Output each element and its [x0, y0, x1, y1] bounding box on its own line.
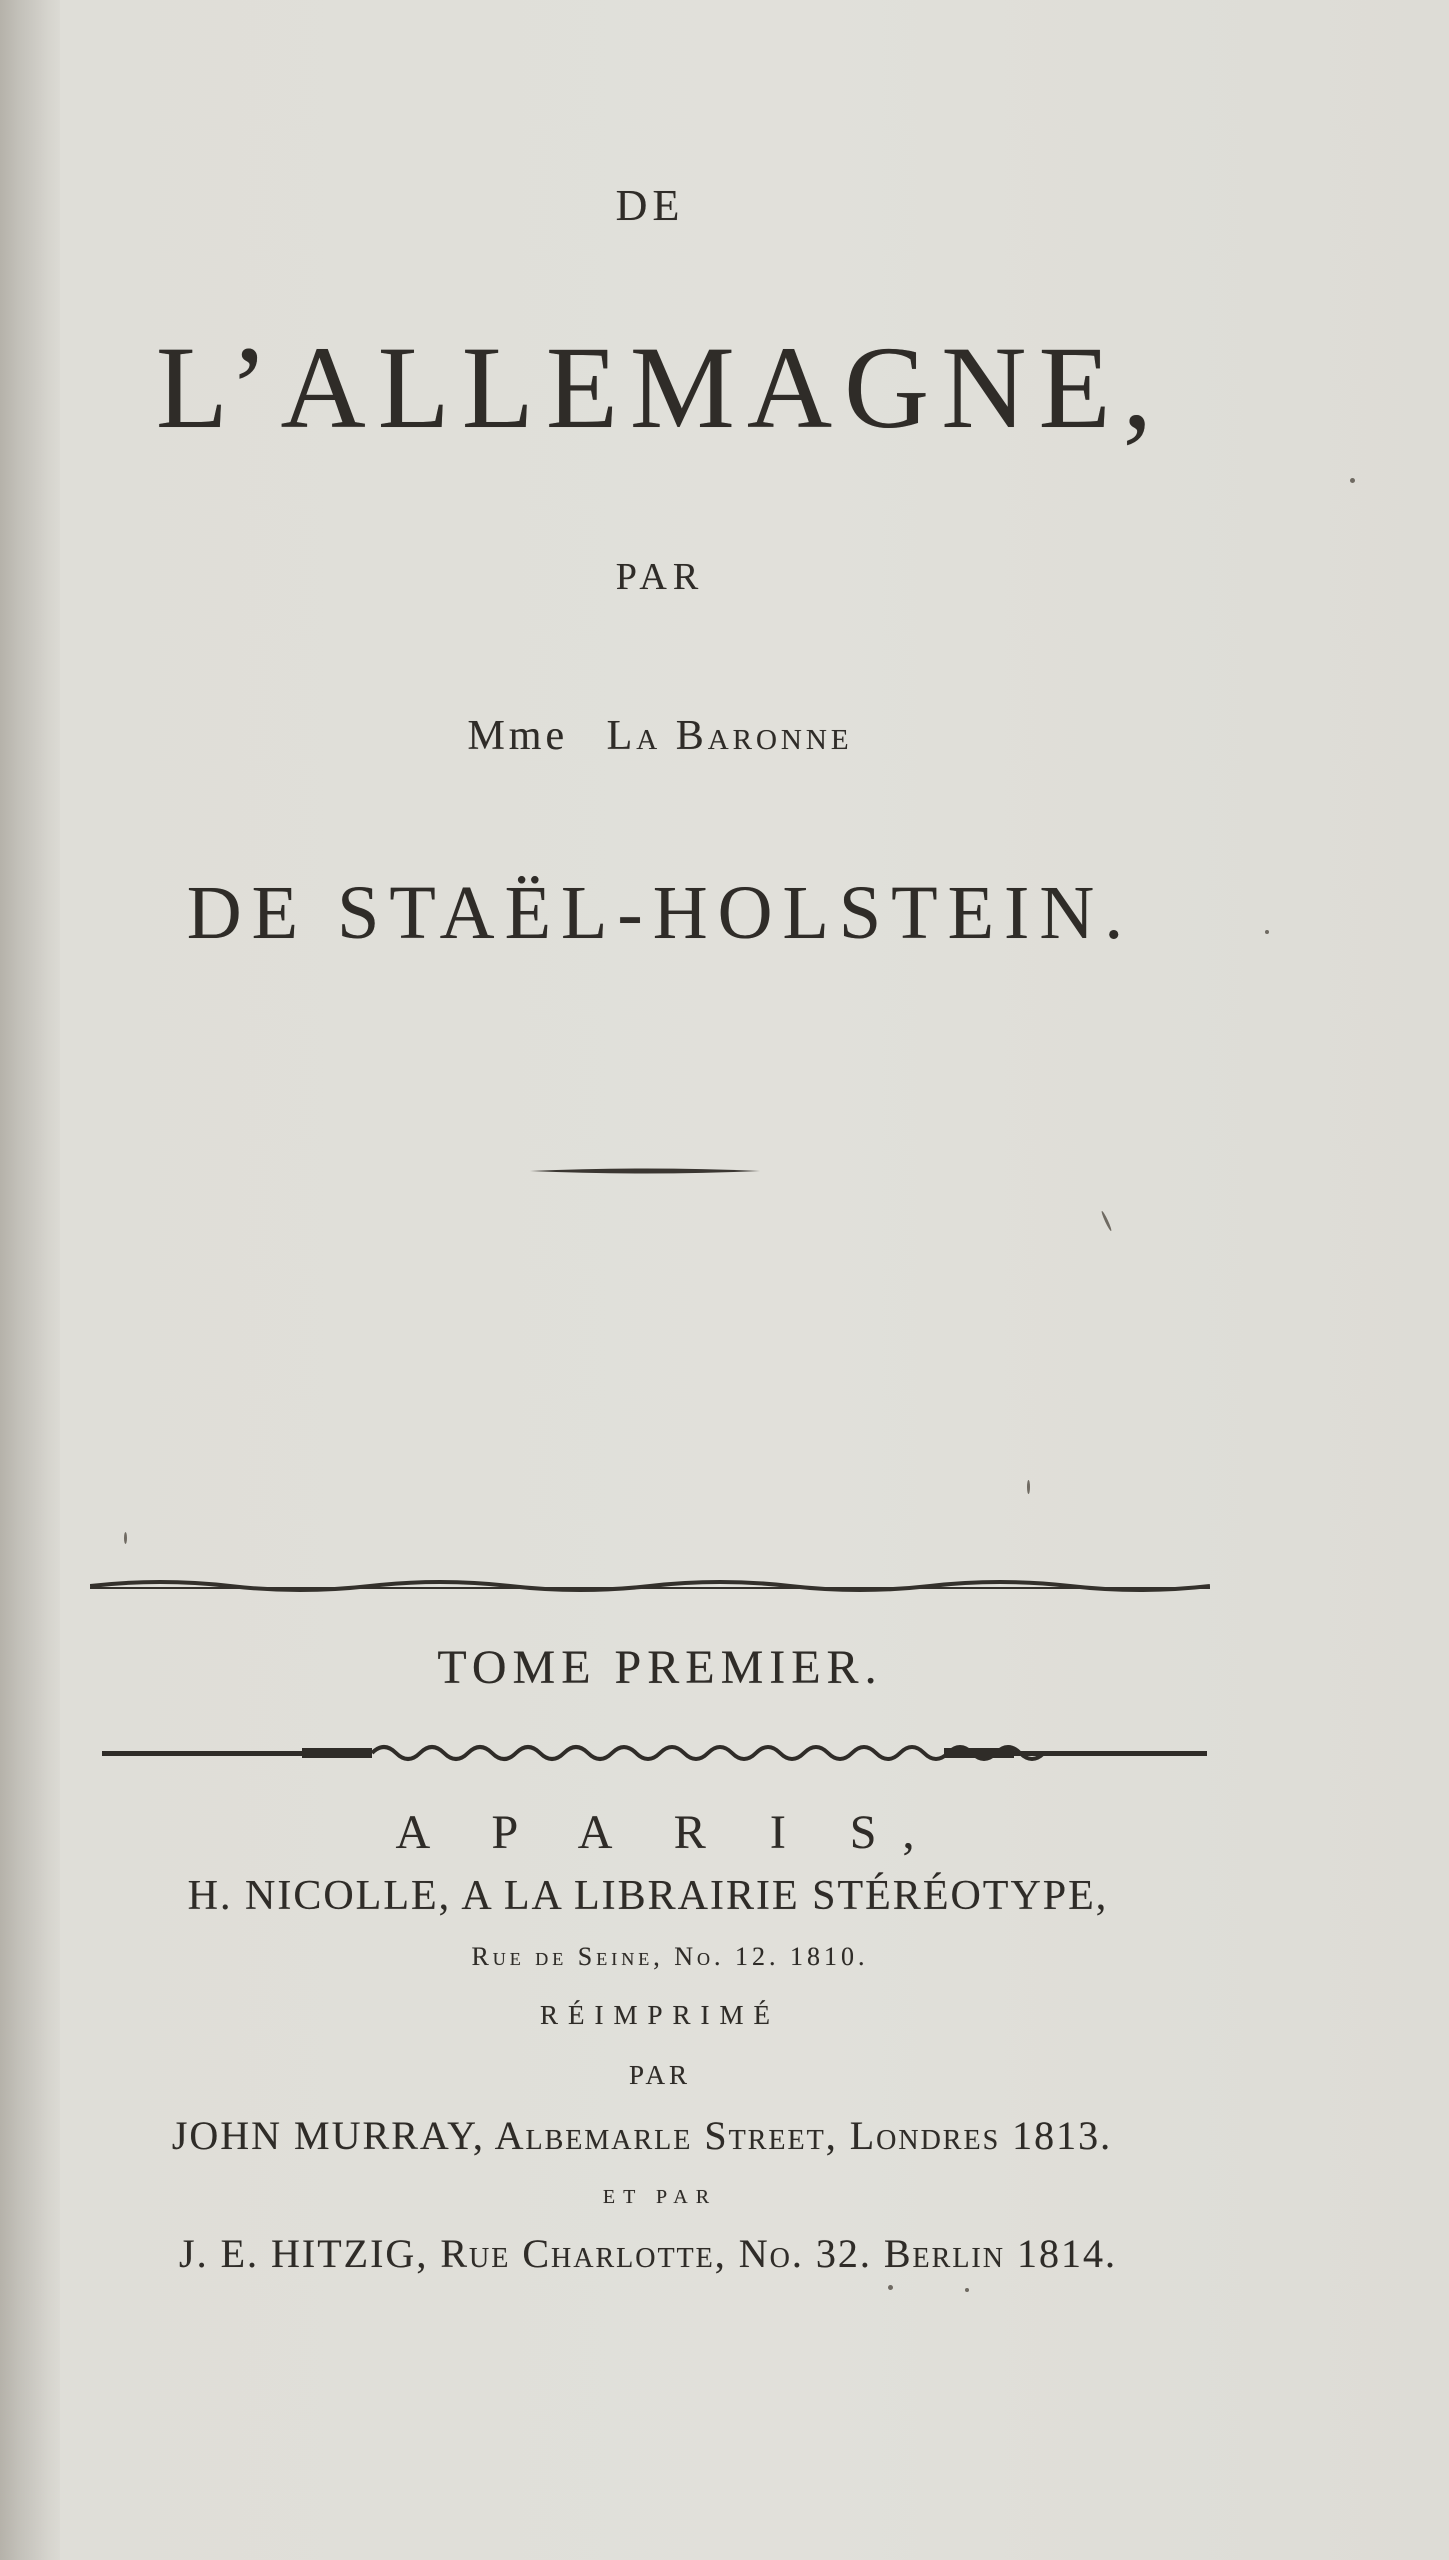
volume-top-rule: [90, 1574, 1210, 1598]
title-divider-rule: [530, 1166, 760, 1176]
paper-speck: [1100, 1210, 1112, 1231]
paper-speck: [965, 2288, 969, 2292]
paper-speck: [1027, 1480, 1030, 1494]
paper-speck: [1350, 478, 1355, 483]
paper-speck: [1265, 930, 1269, 934]
imprint-publisher: H. NICOLLE, A LA LIBRAIRIE STÉRÉOTYPE,: [187, 1873, 1109, 1919]
volume-label: TOME PREMIER.: [437, 1641, 883, 1694]
author-name: DE STAËL-HOLSTEIN.: [186, 871, 1134, 955]
author-title-line: [10, 712, 1310, 760]
reprint-label: RÉIMPRIMÉ: [539, 2000, 781, 2030]
volume-bottom-ornament: [102, 1738, 1207, 1768]
paper-speck: [888, 2285, 893, 2290]
book-title: L’ALLEMAGNE,: [155, 322, 1165, 453]
and-by-label: ET PAR: [602, 2186, 718, 2208]
imprint-place: A P A R I S,: [395, 1806, 941, 1859]
paper-speck: [124, 1532, 127, 1544]
title-prefix: DE: [615, 181, 685, 230]
reprinter-berlin: J. E. HITZIG, Rue Charlotte, No. 32. Berlin 1814.: [179, 2231, 1117, 2276]
imprint-address: Rue de Seine, No. 12. 1810.: [471, 1942, 869, 1971]
reprinter-london: JOHN MURRAY, Albemarle Street, Londres 1813.: [171, 2113, 1113, 2158]
author-prefix: Mme: [467, 713, 569, 759]
reprint-by-label: PAR: [628, 2060, 692, 2090]
by-label: PAR: [615, 556, 705, 598]
author-rank: La Baronne: [606, 713, 853, 759]
